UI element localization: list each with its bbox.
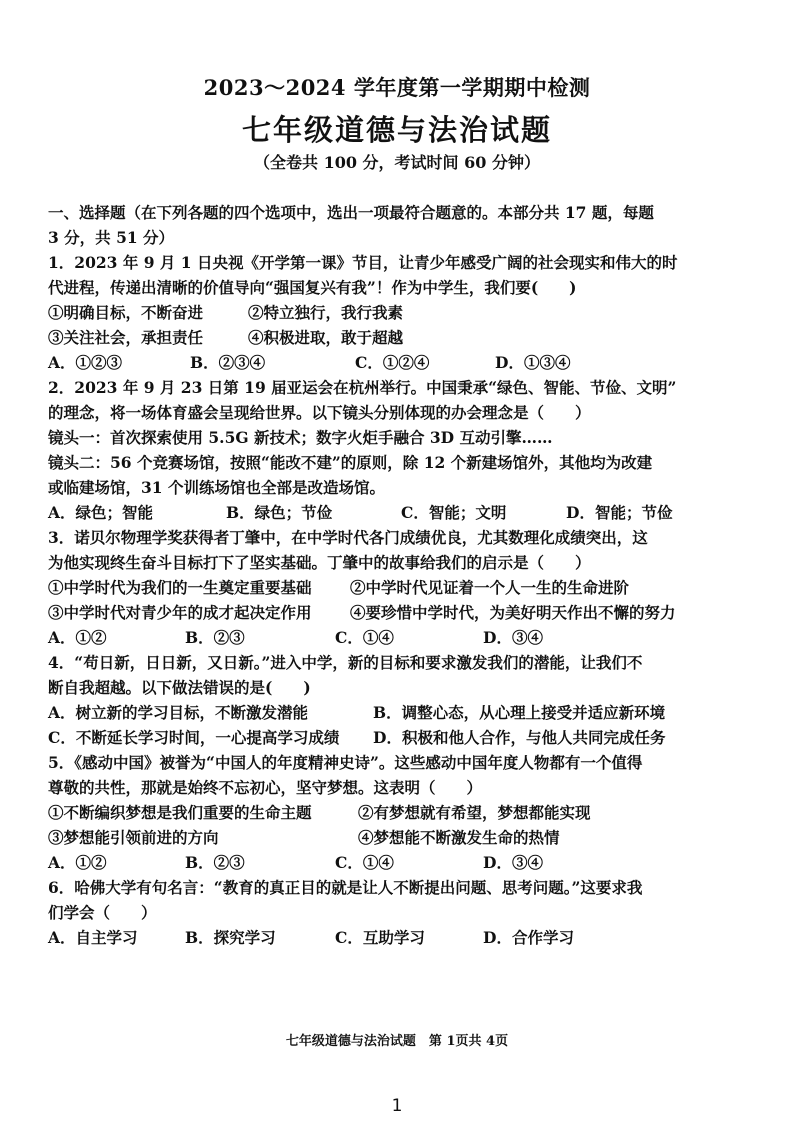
q5-option-b: B．②③: [185, 853, 245, 872]
q2-shot-2: 镜头二：56 个竞赛场馆，按照“能改不建”的原则，除 12 个新建场馆外，其他均为改建: [48, 453, 653, 472]
q1-statement-4: ④积极进取，敢于超越: [248, 328, 404, 347]
q5-statements: [48, 825, 760, 850]
q1-option-b: B．②③④: [190, 353, 266, 372]
q5-option-a: A．①②: [48, 853, 107, 872]
q5-statement-1: ①不断编织梦想是我们重要的生命主题: [48, 803, 312, 822]
q6-option-d: D．合作学习: [483, 928, 574, 947]
q4-option-b: B．调整心态，从心理上接受并适应新环境: [373, 703, 666, 722]
q5-option-c: C．①④: [335, 853, 394, 872]
q4-option-a: A．树立新的学习目标，不断激发潜能: [48, 703, 309, 722]
q3-statement-3: ③中学时代对青少年的成才起决定作用: [48, 603, 312, 622]
q4-options: [48, 700, 760, 725]
page-footer: 七年级道德与法治试题 第 1页共 4页: [285, 1034, 509, 1049]
q6-option-c: C．互助学习: [335, 928, 425, 947]
q3-statements: [48, 575, 760, 600]
q5-statements: [48, 800, 760, 825]
q2-stem: 2．2023 年 9 月 23 日第 19 届亚运会在杭州举行。中国秉承“绿色、智能、节俭、文明”: [48, 378, 677, 397]
q3-option-c: C．①④: [335, 628, 394, 647]
q2-shot-2: 或临建场馆，31 个训练场馆也全部是改造场馆。: [48, 478, 385, 497]
exam-subject-title: 七年级道德与法治试题: [241, 113, 552, 147]
q5-stem: 5．《感动中国》被誉为“中国人的年度精神史诗”。这些感动中国年度人物都有一个值得: [48, 753, 643, 772]
q5-option-d: D．③④: [483, 853, 543, 872]
q3-option-b: B．②③: [185, 628, 245, 647]
section-intro-line: 一、选择题（在下列各题的四个选项中，选出一项最符合题意的。本部分共 17 题，每题: [48, 203, 654, 222]
q4-option-c: C．不断延长学习时间，一心提高学习成绩: [48, 728, 340, 747]
q3-option-d: D．③④: [483, 628, 543, 647]
q5-options: [48, 850, 760, 875]
q1-statements: [48, 325, 760, 350]
exam-subtitle: （全卷共 100 分，考试时间 60 分钟）: [254, 153, 540, 172]
q3-stem: 3．诺贝尔物理学奖获得者丁肇中，在中学时代各门成绩优良，尤其数理化成绩突出，这: [48, 528, 648, 547]
q5-stem: 尊敬的共性，那就是始终不忘初心，坚守梦想。这表明（ ）: [48, 778, 483, 797]
q2-option-b: B．绿色；节俭: [226, 503, 333, 522]
q6-stem: 们学会（ ）: [48, 903, 157, 922]
q4-stem: 断自我超越。以下做法错误的是( ): [48, 678, 311, 697]
q2-option-c: C．智能；文明: [401, 503, 507, 522]
q2-option-d: D．智能；节俭: [566, 503, 673, 522]
q1-statement-3: ③关注社会，承担责任: [48, 328, 204, 347]
q6-option-a: A．自主学习: [48, 928, 138, 947]
q1-option-d: D．①③④: [495, 353, 571, 372]
q1-statement-2: ②特立独行，我行我素: [248, 303, 404, 322]
q6-stem: 6．哈佛大学有句名言：“教育的真正目的就是让人不断提出问题、思考问题。”这要求我: [48, 878, 643, 897]
q4-option-d: D．积极和他人合作，与他人共同完成任务: [373, 728, 666, 747]
q5-statement-3: ③梦想能引领前进的方向: [48, 828, 219, 847]
q1-stem: 1．2023 年 9 月 1 日央视《开学第一课》节目，让青少年感受广阔的社会现实和伟大的时: [48, 253, 678, 272]
q1-statements: [48, 300, 760, 325]
q3-statement-1: ①中学时代为我们的一生奠定重要基础: [48, 578, 312, 597]
page-number: 1: [391, 1096, 403, 1116]
exam-term-title: 2023～2024 学年度第一学期期中检测: [203, 75, 591, 100]
q1-options: [48, 350, 760, 375]
q2-shot-1: 镜头一：首次探索使用 5.5G 新技术；数字火炬手融合 3D 互动引擎……: [48, 428, 553, 447]
q6-options: [48, 925, 760, 950]
q3-statement-2: ②中学时代见证着一个人一生的生命进阶: [350, 578, 630, 597]
q1-statement-1: ①明确目标，不断奋进: [48, 303, 204, 322]
q4-options: [48, 725, 760, 750]
q3-option-a: A．①②: [48, 628, 107, 647]
q2-stem: 的理念，将一场体育盛会呈现给世界。以下镜头分别体现的办会理念是（ ）: [48, 403, 591, 422]
q2-options: [48, 500, 760, 525]
q1-option-a: A．①②③: [48, 353, 123, 372]
q3-stem: 为他实现终生奋斗目标打下了坚实基础。丁肇中的故事给我们的启示是（ ）: [48, 553, 591, 572]
q3-statements: [48, 600, 760, 625]
q6-option-b: B．探究学习: [185, 928, 276, 947]
section-intro-line: 3 分，共 51 分）: [48, 228, 175, 247]
q3-statement-4: ④要珍惜中学时代，为美好明天作出不懈的努力: [350, 603, 676, 622]
q1-option-c: C．①②④: [355, 353, 430, 372]
q3-options: [48, 625, 760, 650]
question-body: [48, 200, 760, 950]
q5-statement-4: ④梦想能不断激发生命的热情: [358, 828, 560, 847]
q4-stem: 4．“苟日新，日日新，又日新。”进入中学，新的目标和要求激发我们的潜能，让我们不: [48, 653, 643, 672]
q1-stem: 代进程，传递出清晰的价值导向“强国复兴有我”！作为中学生，我们要( ): [48, 278, 577, 297]
q5-statement-2: ②有梦想就有希望，梦想都能实现: [358, 803, 591, 822]
q2-option-a: A．绿色；智能: [48, 503, 154, 522]
